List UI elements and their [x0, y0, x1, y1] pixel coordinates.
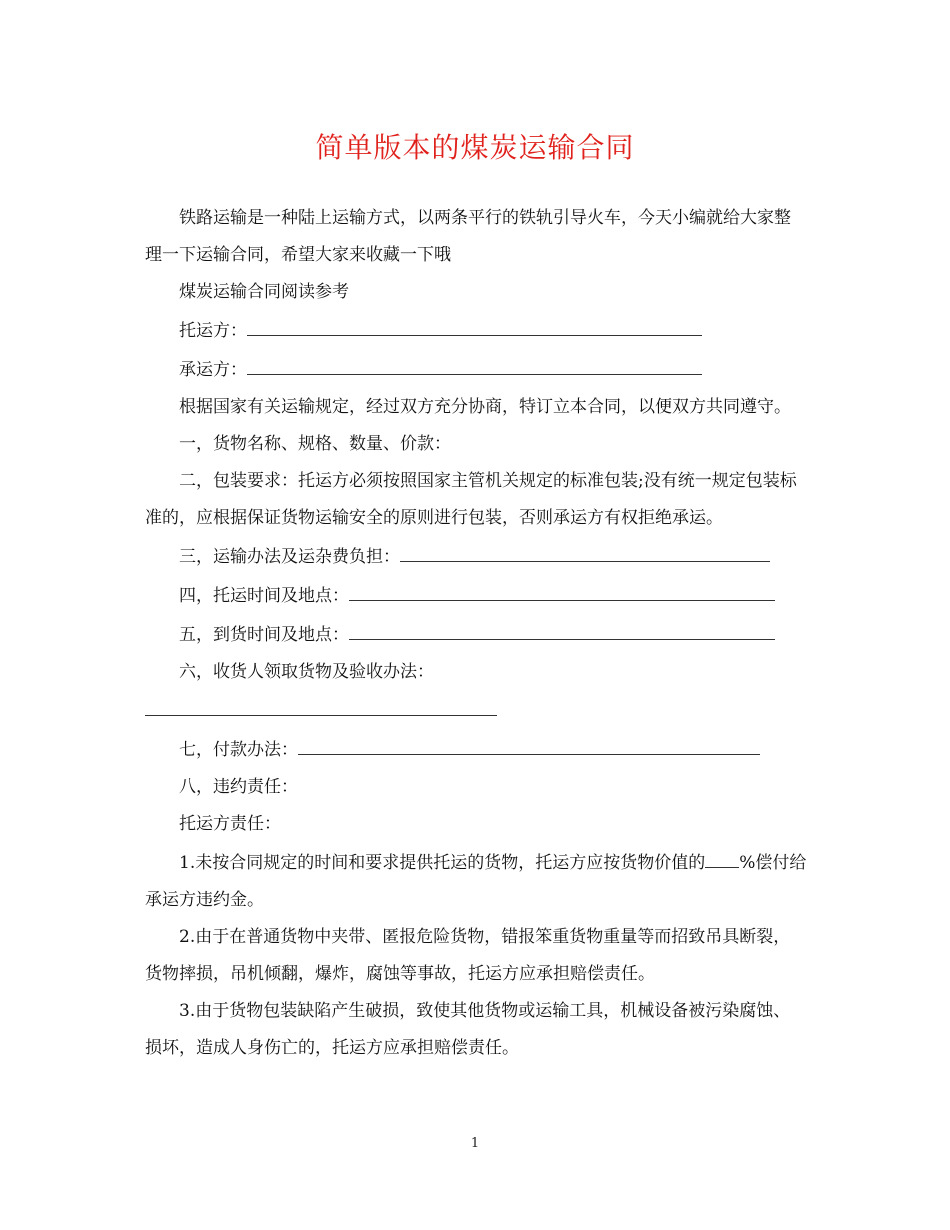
liability-item-1	[145, 843, 807, 919]
clause-4-blank	[349, 576, 775, 601]
clause-5-blank	[349, 615, 775, 640]
clause-8: 八，违约责任：	[179, 777, 298, 797]
clause-3-line	[145, 537, 807, 576]
clause-1: 一，货物名称、规格、数量、价款：	[179, 434, 451, 454]
clause-3-blank	[400, 537, 770, 562]
preamble-paragraph: 根据国家有关运输规定，经过双方充分协商，特订立本合同，以便双方共同遵守。	[179, 397, 791, 417]
clause-4: 四，托运时间及地点：	[179, 586, 349, 606]
clause-5-line	[145, 615, 807, 654]
liability-item-1-text: 1.未按合同规定的时间和要求提供托运的货物，托运方应按货物价值的	[179, 853, 706, 873]
clause-7-line	[145, 730, 807, 769]
consignor-line	[145, 311, 807, 350]
percentage-blank	[705, 843, 739, 868]
carrier-blank	[247, 350, 702, 375]
clause-3: 三，运输办法及运杂费负担：	[179, 547, 400, 567]
consignor-label: 托运方：	[179, 321, 247, 341]
liability-item-2: 2.由于在普通货物中夹带、匿报危险货物，错报笨重货物重量等而招致吊具断裂，货物摔损，吊机倾翻，爆炸，腐蚀等事故，托运方应承担赔偿责任。	[145, 927, 791, 984]
clause-6-blank	[145, 691, 497, 716]
clause-7-blank	[298, 730, 760, 755]
clause-6: 六，收货人领取货物及验收办法：	[179, 662, 434, 682]
document-title: 简单版本的煤炭运输合同	[315, 131, 635, 164]
clause-2: 二，包装要求：托运方必须按照国家主管机关规定的标准包装;没有统一规定包装标准的，应根据保证货物运输安全的原则进行包装，否则承运方有权拒绝承运。	[145, 471, 797, 528]
clause-5: 五，到货时间及地点：	[179, 625, 349, 645]
intro-paragraph: 铁路运输是一种陆上运输方式，以两条平行的铁轨引导火车，今天小编就给大家整理一下运输合同，希望大家来收藏一下哦	[145, 208, 791, 265]
clause-6-blank-line	[145, 691, 807, 730]
page-number: 1	[470, 1136, 480, 1151]
carrier-label: 承运方：	[179, 360, 247, 380]
clause-7: 七，付款办法：	[179, 740, 298, 760]
document-body	[145, 200, 807, 1067]
clause-4-line	[145, 576, 807, 615]
consignor-blank	[247, 311, 702, 336]
reference-heading: 煤炭运输合同阅读参考	[179, 282, 349, 302]
liability-item-1-tail: %偿付给承运方违约金。	[145, 853, 807, 910]
consignor-liability-heading: 托运方责任：	[179, 814, 281, 834]
carrier-line	[145, 350, 807, 389]
liability-item-3: 3.由于货物包装缺陷产生破损，致使其他货物或运输工具，机械设备被污染腐蚀、损坏，造成人身伤亡的，托运方应承担赔偿责任。	[145, 1001, 791, 1058]
